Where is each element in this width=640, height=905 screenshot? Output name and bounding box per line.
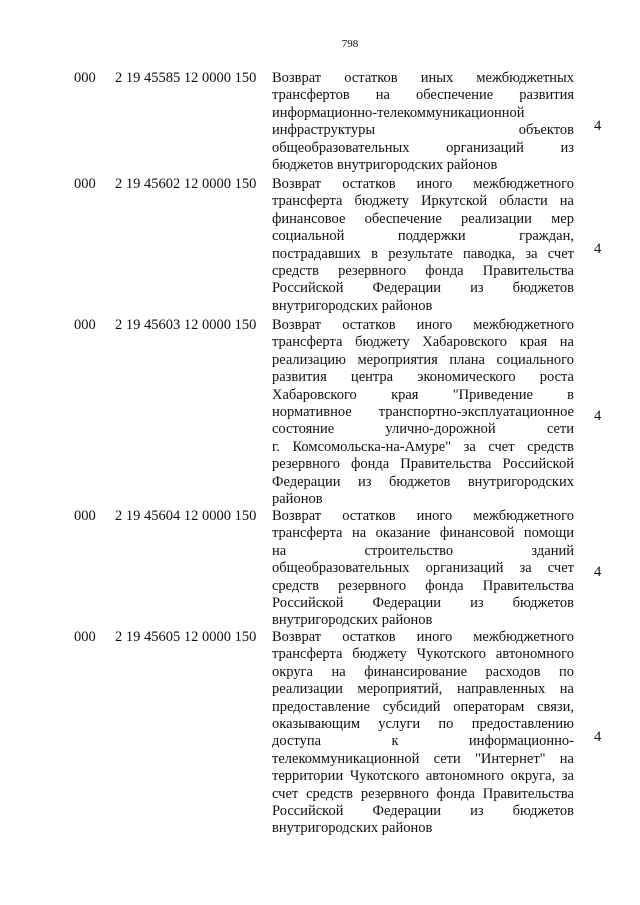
budget-classification-code: 2 19 45605 12 0000 150 [115, 629, 257, 645]
income-description [272, 317, 574, 508]
description-line: оказывающим услуги по предоставлению [272, 716, 574, 733]
description-line: предоставление субсидий операторам связи, [272, 698, 574, 715]
budget-classification-code: 2 19 45585 12 0000 150 [115, 70, 257, 86]
admin-code: 000 [74, 317, 96, 333]
description-line: реализации мероприятий, направленных на [272, 681, 574, 698]
description-line: информационно-телекоммуникационной [272, 104, 525, 121]
description-line: Возврат остатков иного межбюджетного [272, 508, 574, 524]
description-line: финансовое обеспечение реализации мер [272, 210, 574, 227]
admin-code: 000 [74, 629, 96, 645]
description-line: общеобразовательных организаций из [272, 139, 574, 156]
description-line: трансферта бюджету Чукотского автономного [272, 646, 574, 663]
income-description [272, 508, 574, 630]
description-line: пострадавших в результате паводка, за счет [272, 245, 574, 262]
description-line: трансферта бюджету Хабаровского края на [272, 334, 574, 351]
description-line: трансфертов на обеспечение развития [272, 87, 574, 104]
description-line: внутригородских районов [272, 612, 433, 629]
normative-value: 4 [594, 564, 602, 581]
description-line: Возврат остатков иного межбюджетного [272, 176, 574, 192]
description-line: развития центра экономического роста [272, 369, 574, 386]
description-line: доступа к информационно- [272, 733, 574, 750]
budget-classification-code: 2 19 45604 12 0000 150 [115, 508, 257, 524]
description-line: внутригородских районов [272, 820, 433, 837]
description-line: Российской Федерации из бюджетов [272, 595, 574, 612]
description-line: социальной поддержки граждан, [272, 228, 574, 245]
description-line: состояние улично-дорожной сети [272, 421, 574, 438]
description-line: г. Комсомольска-на-Амуре" за счет средств [272, 438, 574, 455]
budget-classification-code: 2 19 45603 12 0000 150 [115, 317, 257, 333]
description-line: инфраструктуры объектов [272, 122, 574, 139]
normative-value: 4 [594, 408, 602, 424]
description-line: Возврат остатков иного межбюджетного [272, 317, 574, 333]
description-line: Российской Федерации из бюджетов [272, 803, 574, 820]
admin-code: 000 [74, 70, 96, 86]
description-line: на строительство зданий [272, 542, 574, 559]
admin-code: 000 [74, 176, 96, 192]
description-line: округа на финансирование расходов по [272, 663, 574, 680]
description-line: средств резервного фонда Правительства [272, 263, 574, 280]
description-line: Российской Федерации из бюджетов [272, 280, 574, 297]
description-line: реализацию мероприятия плана социального [272, 351, 574, 368]
description-line: Возврат остатков иного межбюджетного [272, 629, 574, 645]
description-line: нормативное транспортно-эксплуатационное [272, 404, 574, 421]
normative-value: 4 [594, 240, 602, 257]
description-line: Возврат остатков иных межбюджетных [272, 70, 574, 86]
description-line: общеобразовательных организаций за счет [272, 560, 574, 577]
description-line: Федерации из бюджетов внутригородских [272, 473, 574, 490]
description-line: районов [272, 491, 323, 508]
budget-classification-code: 2 19 45602 12 0000 150 [115, 176, 257, 192]
income-description [272, 70, 574, 174]
description-line: счет средств резервного фонда Правительства [272, 785, 574, 802]
description-line: трансферта на оказание финансовой помощи [272, 525, 574, 542]
description-line: бюджетов внутригородских районов [272, 157, 498, 174]
income-description [272, 176, 574, 315]
description-line: Хабаровского края "Приведение в [272, 386, 574, 403]
income-description [272, 629, 574, 838]
description-line: внутригородских районов [272, 297, 433, 314]
page-number: 798 [341, 38, 359, 50]
description-line: трансферта бюджету Иркутской области на [272, 193, 574, 210]
description-line: территории Чукотского автономного округа, за [272, 768, 574, 785]
description-line: средств резервного фонда Правительства [272, 577, 574, 594]
description-line: резервного фонда Правительства Российской [272, 456, 574, 473]
normative-value: 4 [594, 728, 602, 745]
normative-value: 4 [594, 117, 602, 134]
admin-code: 000 [74, 508, 96, 524]
description-line: телекоммуникационной сети "Интернет" на [272, 750, 574, 767]
